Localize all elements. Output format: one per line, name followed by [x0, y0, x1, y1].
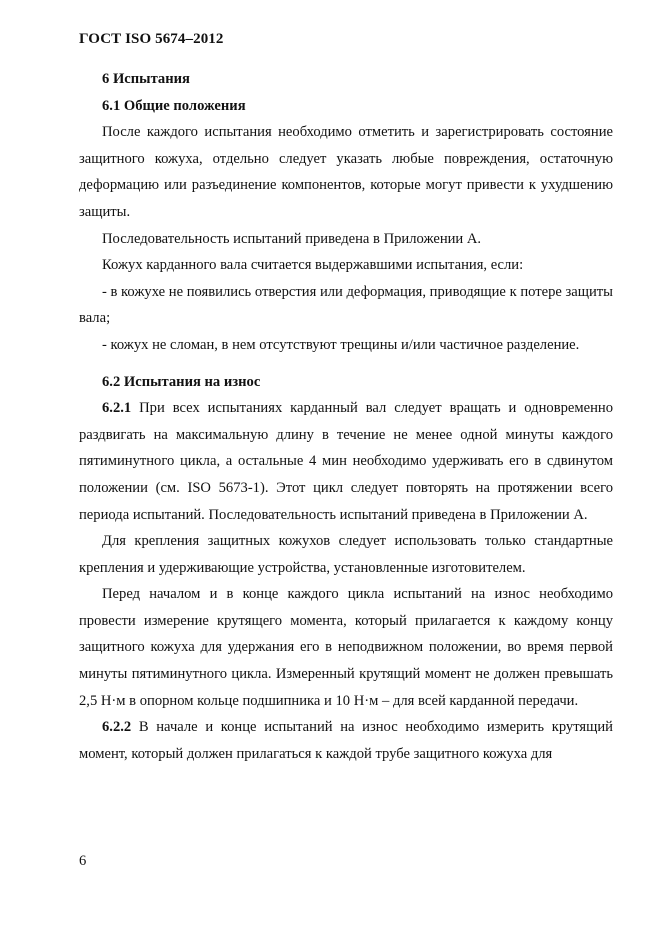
document-body: [79, 66, 613, 767]
section-gap: [79, 359, 613, 369]
section-6-1-heading: 6.1 Общие положения: [102, 97, 246, 114]
clause-6-2-2-text: В начале и конце испытаний на износ необходимо измерить крутящий момент, который должен прилагаться к каждой трубе защитного кожуха для: [79, 719, 613, 762]
clause-6-2-1-number: 6.2.1: [102, 400, 132, 417]
section-6-1-paragraph-3: Кожух карданного вала считается выдержавшими испытания, если:: [102, 257, 524, 274]
clause-6-2-1-paragraph-3: Перед началом и в конце каждого цикла испытаний на износ необходимо провести измерение крутящего момента, который прилагается к каждому концу защитного кожуха для удержания его в неподвижном положении, во время первой минуты пятиминутного цикла. Измеренный крутящий момент не должен превышать 2,5 Н·м в опорном кольце подшипника и 10 Н·м – для всей карданной передачи.: [79, 586, 613, 709]
section-6-1-list-item-1: - в кожухе не появились отверстия или деформация, приводящие к потере защиты вала;: [79, 283, 613, 327]
clause-6-2-1-paragraph-2: Для крепления защитных кожухов следует использовать только стандартные крепления и удерживающие устройства, установленные изготовителем.: [79, 533, 613, 576]
section-6-heading: 6 Испытания: [102, 71, 190, 87]
clause-6-2-2-paragraph-1: [79, 714, 613, 767]
clause-6-2-1-text: При всех испытаниях карданный вал следует вращать и одновременно раздвигать на максимальную длину в течение не менее одной минуты каждого пятиминутного цикла, а остальные 4 мин необходимо удерживать его в сдвинутом положении (см. ISO 5673-1). Этот цикл следует повторять на протяжении всего периода испытаний. Последовательность испытаний приведена в Приложении А.: [79, 400, 613, 523]
clause-6-2-2-number: 6.2.2: [102, 719, 132, 736]
section-6-1-paragraph-2: Последовательность испытаний приведена в Приложении А.: [102, 230, 482, 247]
clause-6-2-1-paragraph-1: [79, 395, 613, 528]
section-6-2-heading: 6.2 Испытания на износ: [102, 373, 261, 390]
section-6-1-paragraph-1: После каждого испытания необходимо отметить и зарегистрировать состояние защитного кожуха, отдельно следует указать любые повреждения, остаточную деформацию или разъединение компонентов, которые могут привести к ухудшению защиты.: [79, 124, 613, 220]
section-6-1-list-item-2: - кожух не сломан, в нем отсутствуют трещины и/или частичное разделение.: [102, 336, 580, 353]
document-code-header: ГОСТ ISO 5674–2012: [79, 31, 224, 47]
page-number: 6: [79, 853, 87, 869]
